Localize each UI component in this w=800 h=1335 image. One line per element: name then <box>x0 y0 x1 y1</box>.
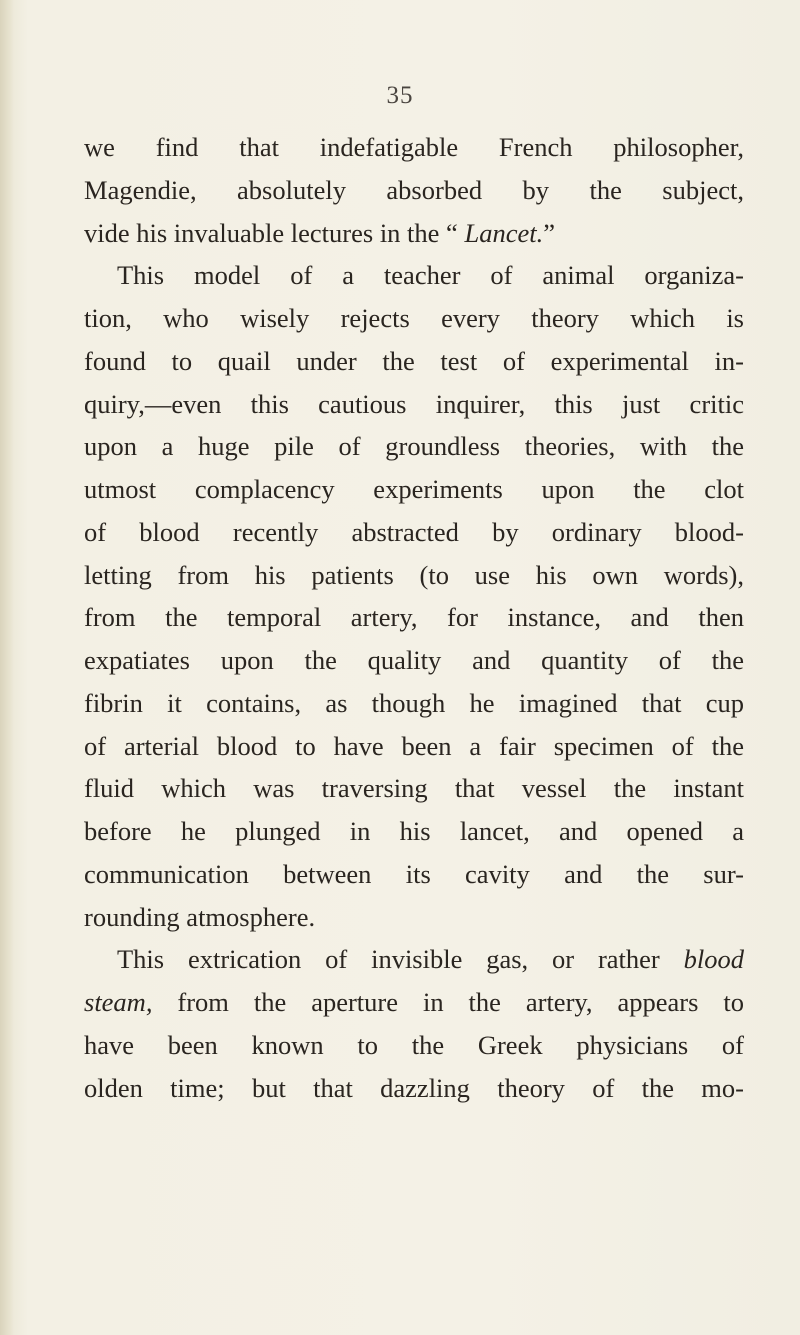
text-line: we find that indefatigable French philosopher, <box>84 132 744 162</box>
italic-phrase: steam, <box>84 987 153 1017</box>
text-span: vide his invaluable lectures in the “ <box>84 217 465 248</box>
text-line: olden time; but that dazzling theory of the mo- <box>84 1072 744 1103</box>
text-span: This extrication of invisible gas, or rather <box>117 944 684 975</box>
text-span: ” <box>543 217 555 248</box>
text-line: Magendie, absolutely absorbed by the subject, <box>84 174 744 205</box>
text-line: quiry,—even this cautious inquirer, this just critic <box>84 388 744 419</box>
italic-title-lancet: Lancet. <box>464 217 544 248</box>
text-line: upon a huge pile of groundless theories, with the <box>84 431 744 462</box>
text-line: have been known to the Greek physicians of <box>84 1029 744 1060</box>
text-line <box>84 212 744 255</box>
text-line <box>84 981 744 1024</box>
text-line: of blood recently abstracted by ordinary blood- <box>84 516 744 547</box>
text-line: letting from his patients (to use his own words), <box>84 559 744 590</box>
body-text <box>84 126 744 1109</box>
text-line <box>84 938 744 981</box>
text-line: found to quail under the test of experimental in- <box>84 345 744 376</box>
text-line: from the temporal artery, for instance, and then <box>84 602 744 633</box>
page-number: 35 <box>386 82 414 109</box>
text-line: expatiates upon the quality and quantity of the <box>84 645 744 675</box>
text-line: rounding atmosphere. <box>84 901 316 932</box>
text-line: communication between its cavity and the sur- <box>84 858 744 889</box>
text-line: This model of a teacher of animal organiza- <box>117 260 744 291</box>
text-line: utmost complacency experiments upon the clot <box>84 474 744 504</box>
text-span: from the aperture in the artery, appears to <box>152 987 744 1017</box>
text-line: tion, who wisely rejects every theory which is <box>84 303 744 333</box>
text-line: fluid which was traversing that vessel the instant <box>84 773 744 804</box>
text-line: of arterial blood to have been a fair specimen of the <box>84 730 744 761</box>
italic-phrase: blood <box>683 944 744 975</box>
binding-edge <box>0 0 14 1335</box>
text-line: before he plunged in his lancet, and opened a <box>84 816 744 846</box>
text-line: fibrin it contains, as though he imagined that cup <box>84 687 744 718</box>
